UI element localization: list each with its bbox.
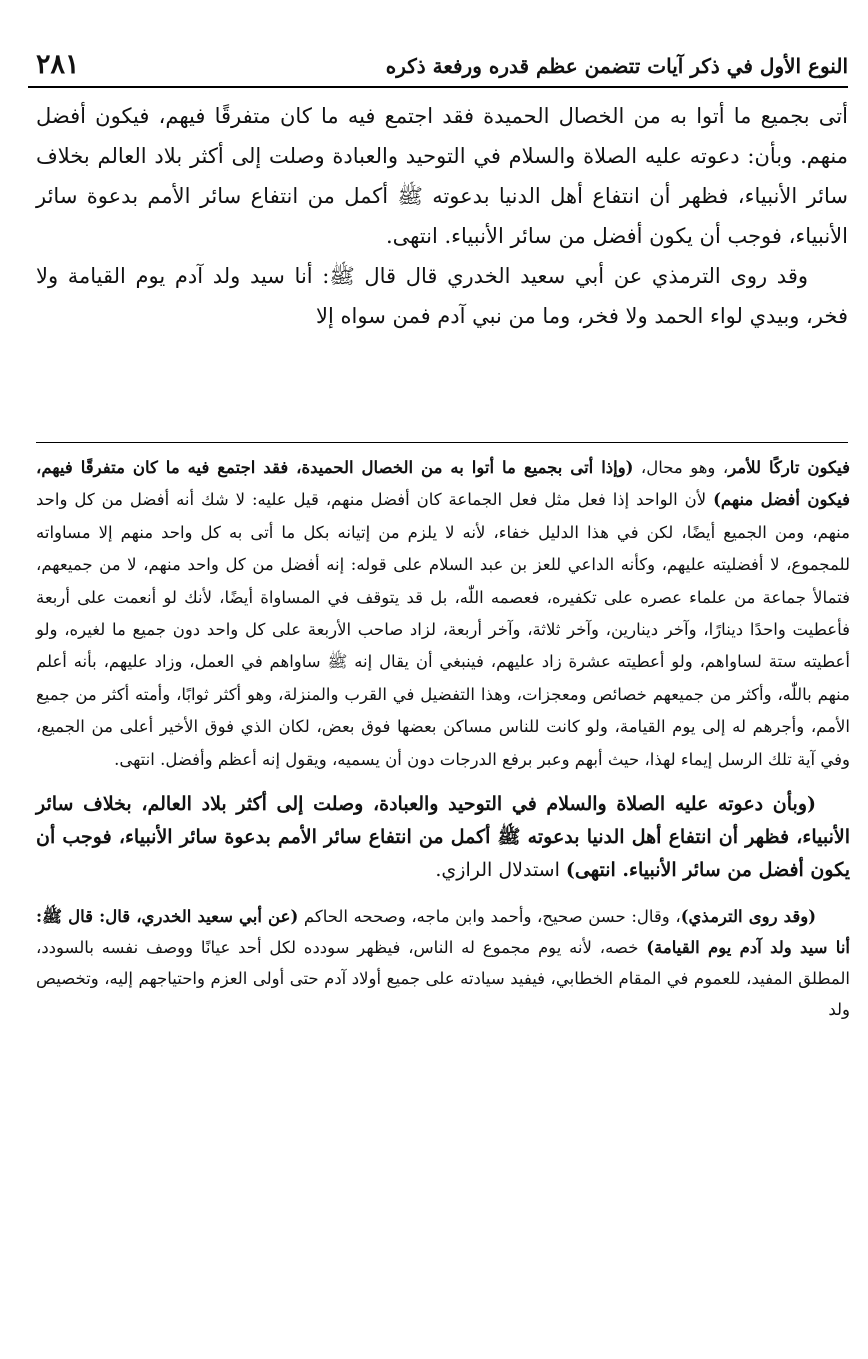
- quoted-text: فيكون تاركًا للأمر: [728, 458, 850, 477]
- commentary-text: ، وقال: حسن صحيح، وأحمد وابن ماجه، وصححه الحاكم: [298, 907, 681, 927]
- commentary-paragraph: [36, 452, 850, 776]
- quoted-text: (وقد روى الترمذي): [680, 907, 817, 927]
- running-title: النوع الأول في ذكر آيات تتضمن عظم قدره ورفعة ذكره: [385, 54, 848, 78]
- commentary-paragraph: [36, 901, 850, 1025]
- main-text: [36, 96, 848, 336]
- commentary-text: لأن الواحد إذا فعل مثل فعل الجماعة كان أفضل منهم، قيل عليه: لا شك أنه أفضل من كل واحد منهم، ومن الجميع أيضًا، لكن في هذا الدليل خفاء، لأنه لا يلزم من إتيانه بكل ما أتى به كل واحد منهم إلا مساواته للمجموع، لا أفضليته عليهم، وكأنه الداعي للعز بن عبد السلام على قوله: إنه أفضل من كل واحد منهم، لا من جميعهم، فتمالأ جماعة من علماء عصره على تكفيره، فعصمه اللّٰه، بل قد يتوقف في المساواة أيضًا، لأنك لو أنعمت على أربعة فأعطيت واحدًا دينارًا، وآخر دينارين، وآخر ثلاثة، وآخر أربعة، لزاد صاحب الأربعة على كل واحد دون جميع ما لغيره، ولو أعطيته ستة لساواهم، ولو أعطيته عشرة زاد عليهم، فينبغي أن يقال إنه ﷺ ساواهم في العمل، وزاد عليهم، بأنه أعلم منهم باللّٰه، وأكثر من جميعهم خصائص ومعجزات، وهذا التفضيل في القرب والمنزلة، وهو أكثر ثوابًا، وأمته أكثر من جميع الأمم، وأجرهم له إلى يوم القيامة، ولو كانت للناس مساكن بعضها فوق بعض، لكان الذي فوق الأخير أعلى من الجميع، وفي آية تلك الرسل إيماء لهذا، حيث أبهم وعبر برفع الدرجات دون أن يسميه، ويقول إنه أعظم وأفضل. انتهى.: [36, 490, 850, 769]
- quoted-text: (وبأن دعوته عليه الصلاة والسلام في التوحيد والعبادة، وصلت إلى أكثر بلاد العالم، بخلاف سائر الأنبياء، فظهر أن انتفاع أهل الدنيا بدعوته ﷺ أكمل من انتفاع سائر الأمم بدعوة سائر الأنبياء، فوجب أن يكون أفضل من سائر الأنبياء. انتهى): [36, 793, 850, 882]
- main-paragraph: وقد روى الترمذي عن أبي سعيد الخدري قال قال ﷺ: أنا سيد ولد آدم يوم القيامة ولا فخر، وبيدي لواء الحمد ولا فخر، وما من نبي آدم فمن سواه إلا: [36, 264, 848, 328]
- main-paragraph: أتى بجميع ما أتوا به من الخصال الحميدة فقد اجتمع فيه ما كان متفرقًا فيهم، فيكون أفضل منهم. وبأن: دعوته عليه الصلاة والسلام في التوحيد والعبادة وصلت إلى أكثر بلاد العالم بخلاف سائر الأنبياء، فظهر أن انتفاع أهل الدنيا بدعوته ﷺ أكمل من انتفاع سائر الأمم بدعوة سائر الأنبياء، فوجب أن يكون أفضل من سائر الأنبياء. انتهى.: [36, 104, 848, 248]
- commentary-text: ، وهو محال،: [633, 458, 729, 477]
- commentary: [36, 452, 850, 1025]
- page-number: ٢٨١: [36, 49, 80, 80]
- quoted-text: (عن أبي سعيد الخدري، قال: قال ﷺ: أنا سيد ولد آدم يوم القيامة): [36, 907, 850, 958]
- commentary-paragraph: [36, 788, 850, 887]
- footnote-divider: [36, 442, 848, 443]
- page-header: [28, 40, 848, 88]
- commentary-text: استدلال الرازي.: [435, 859, 566, 882]
- quoted-text: (وإذا أتى بجميع ما أتوا به من الخصال الحميدة، فقد اجتمع فيه ما كان متفرقًا فيهم، فيكون أفضل منهم): [36, 458, 850, 510]
- commentary-text: خصه، لأنه يوم مجموع له الناس، فيظهر سودده لكل أحد عيانًا ووصف نفسه بالسودد، المطلق المفيد، للعموم في المقام الخطابي، فيفيد سيادته على جميع أولاد آدم حتى أولى العزم واحتياجهم إليه، وتخصيص ولد: [36, 938, 850, 1020]
